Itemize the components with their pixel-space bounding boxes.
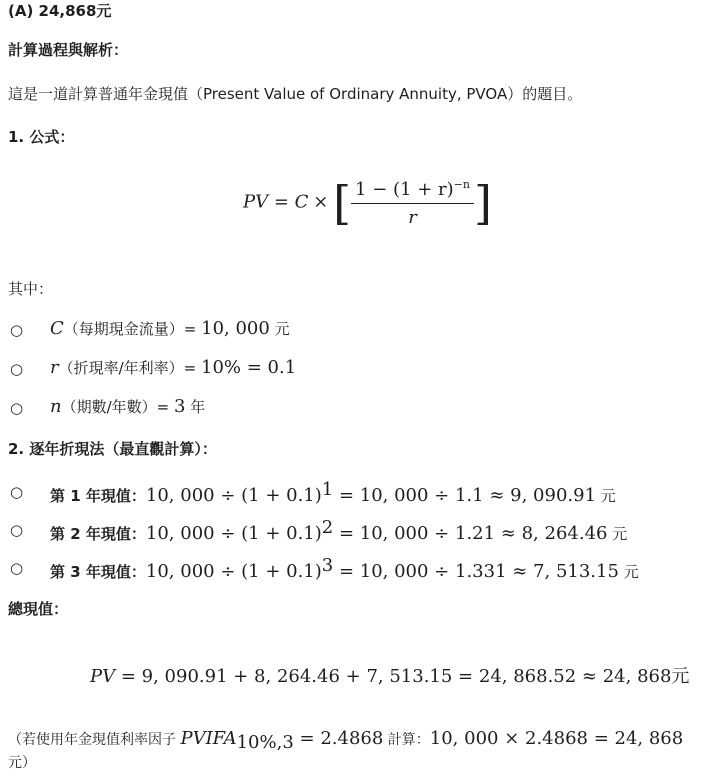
process-heading: 計算過程與解析： bbox=[8, 41, 129, 59]
section-yearly-heading: 2. 逐年折現法（最直觀計算）： bbox=[8, 440, 217, 458]
pvifa-note-end: 元） bbox=[8, 755, 36, 771]
def-r: r（折現率/年利率）= 10% = 0.1 bbox=[50, 357, 297, 378]
total-heading: 總現值： bbox=[8, 600, 69, 618]
bullet: ○ bbox=[10, 399, 24, 417]
intro-text: 這是一道計算普通年金現值（Present Value of Ordinary Annuity, PVOA）的題目。 bbox=[8, 85, 583, 103]
bullet: ○ bbox=[10, 559, 24, 577]
where-text: 其中： bbox=[8, 280, 54, 298]
def-n: n（期數/年數）= 3 年 bbox=[50, 396, 206, 417]
year-1-value: 第 1 年現值：10, $000 \div (1 + 0.1)^1 = 10$, 000 ÷ 1.1 ≈ 9, 090.91 元 bbox=[50, 479, 616, 506]
bullet: ○ bbox=[10, 483, 24, 501]
answer: (A) 24,868元 bbox=[8, 2, 112, 20]
bullet: ○ bbox=[10, 521, 24, 539]
def-c: C（每期現金流量）= 10, 000 元 bbox=[50, 318, 290, 339]
year-2-value: 第 2 年現值：10, $000 \div (1 + 0.1)^2 = 10$, 000 ÷ 1.21 ≈ 8, 264.46 元 bbox=[50, 517, 628, 544]
total-formula: PV = 9, 090.91 + 8, 264.46 + 7, 513.15 = 24, 868.52 ≈ 24, 868元 bbox=[90, 666, 690, 687]
year-3-value: 第 3 年現值：10, $000 \div (1 + 0.1)^3 = 10$, 000 ÷ 1.331 ≈ 7, 513.15 元 bbox=[50, 555, 639, 582]
pvifa-note: （若使用年金現值利率因子 $PVIFA_{10\%,3} = 2.4868$ 計算：10, 000 × 2.4868 = 24, 868 bbox=[8, 728, 684, 753]
bullet: ○ bbox=[10, 360, 24, 378]
section-formula-heading: 1. 公式： bbox=[8, 128, 75, 146]
pv-formula: PV = C × [ $\frac{1 - (1 + r)^{-n}}{r}$ ] bbox=[243, 176, 492, 230]
bullet: ○ bbox=[10, 321, 24, 339]
